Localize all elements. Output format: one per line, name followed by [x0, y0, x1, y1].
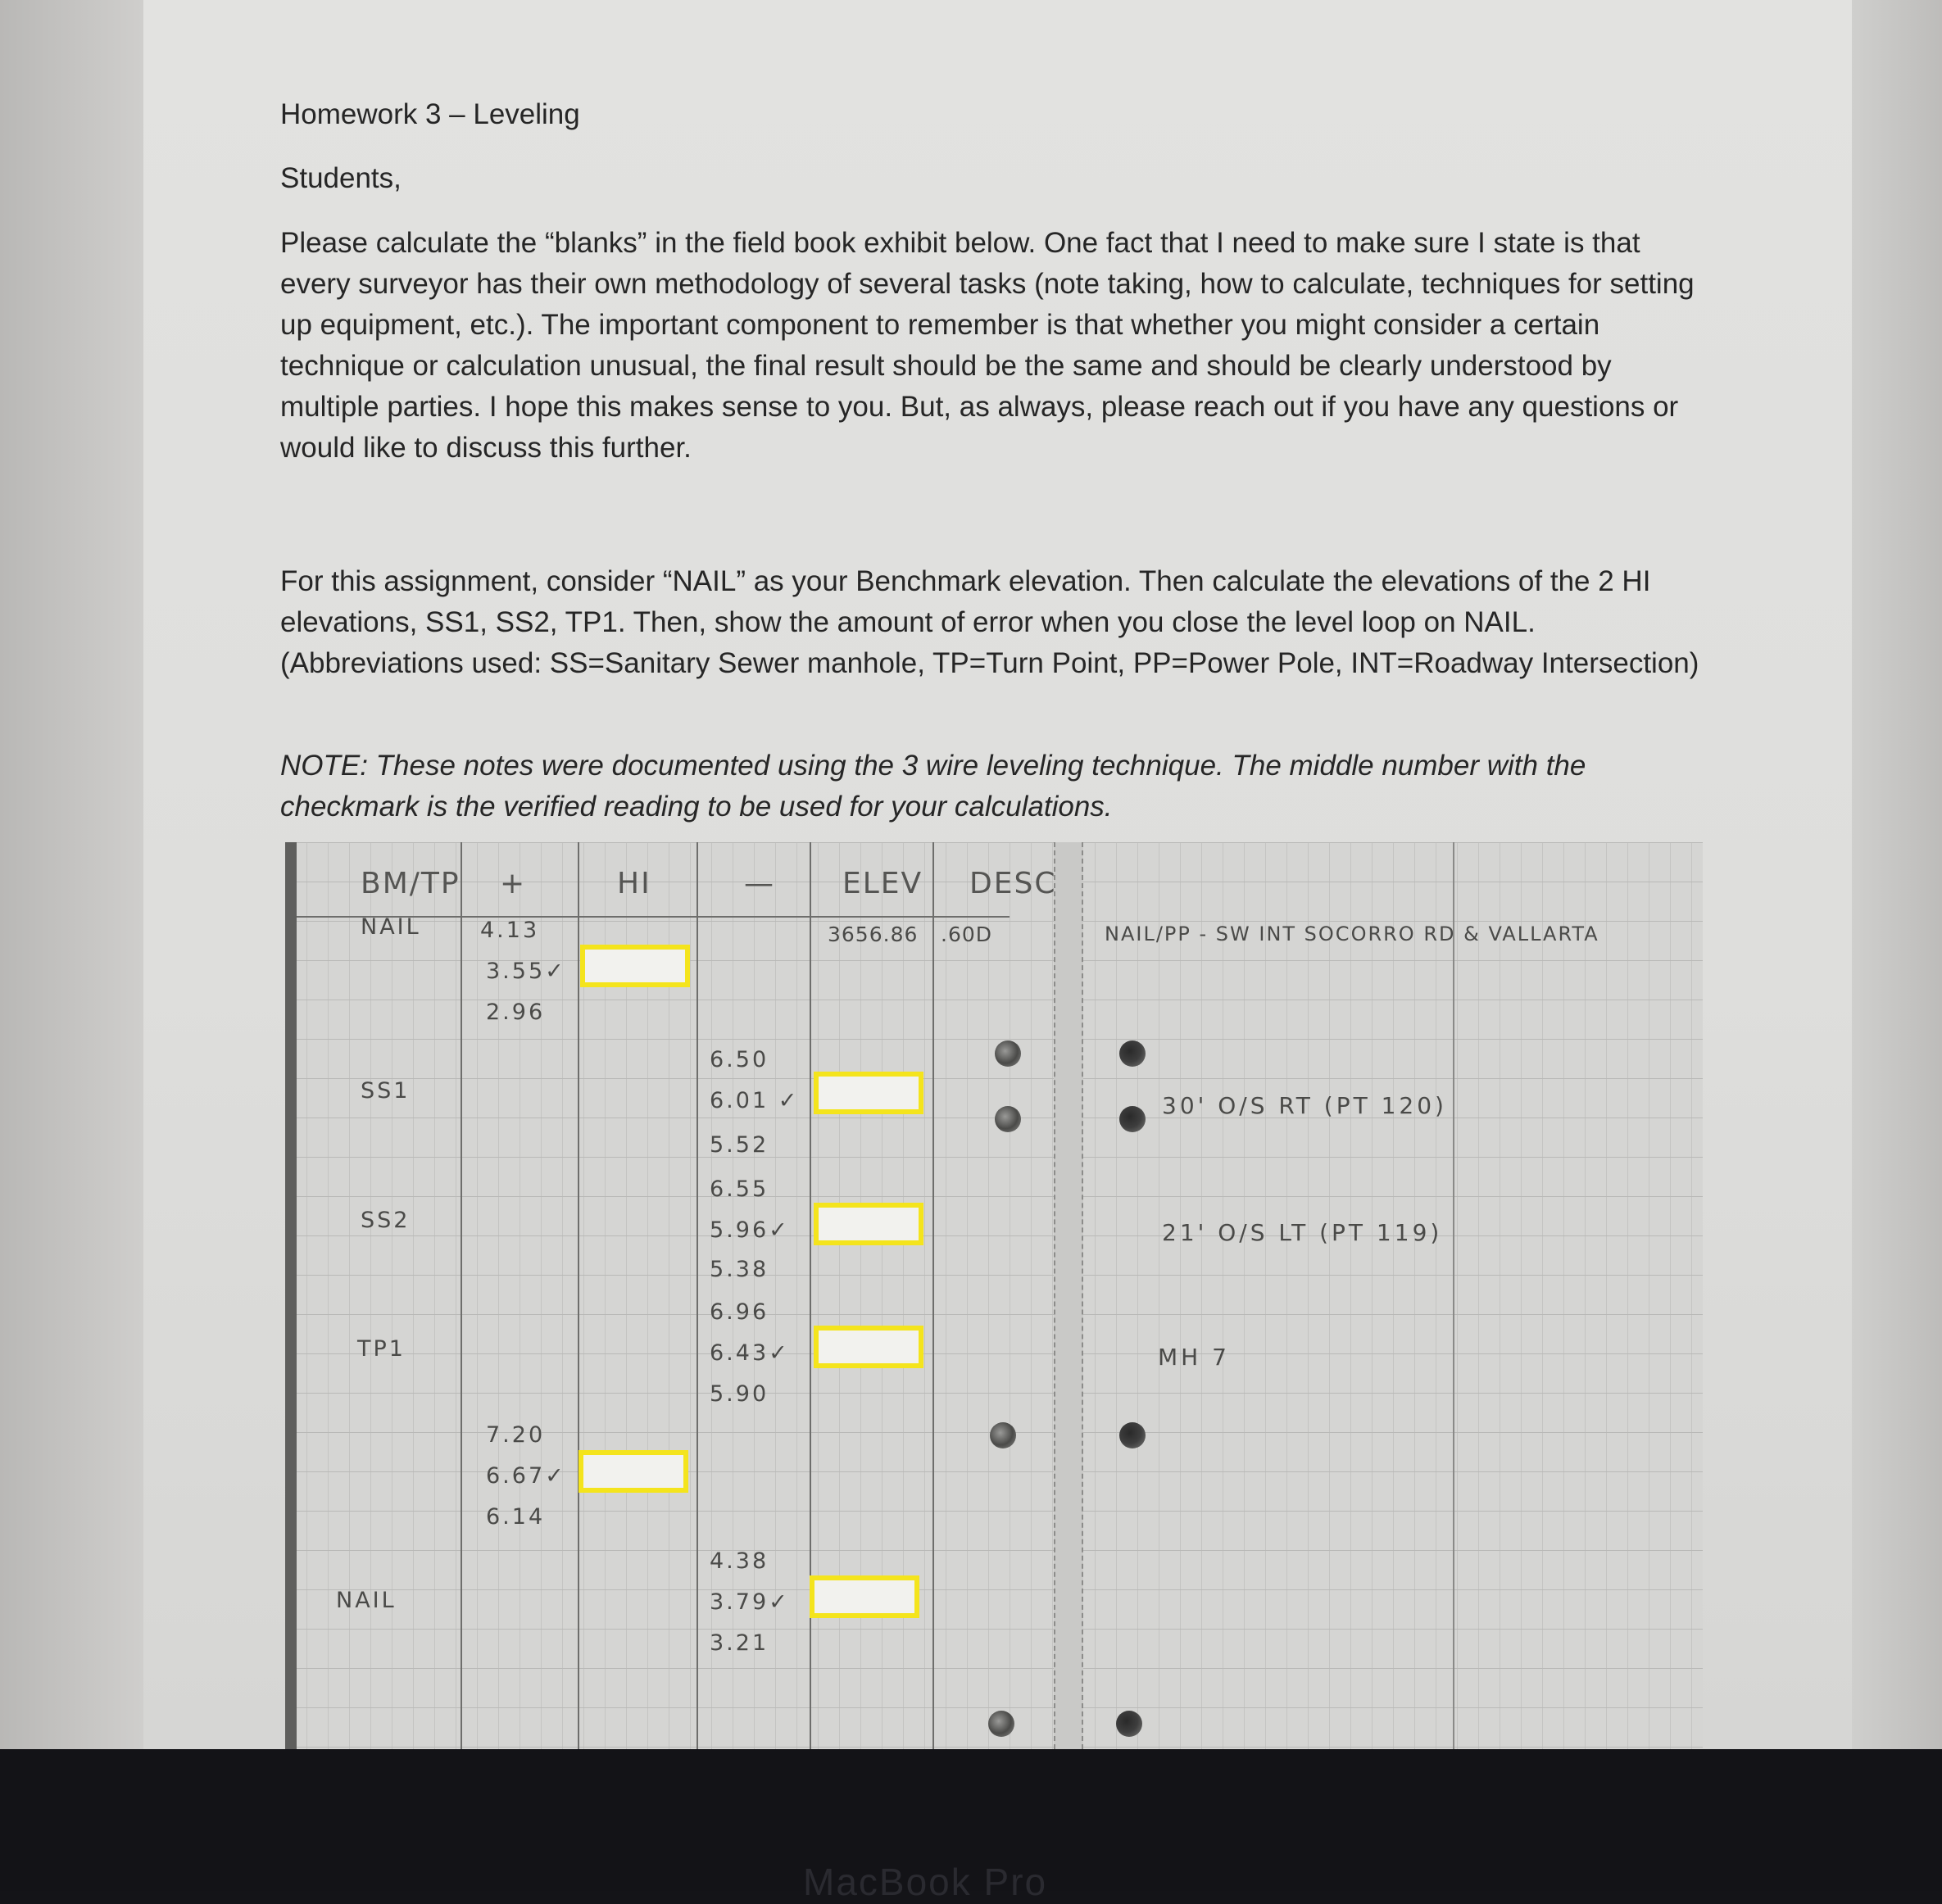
blank-elev-nail-close[interactable]: [810, 1575, 919, 1618]
reading-nail-top: 4.38: [710, 1548, 769, 1574]
column-divider: [932, 842, 934, 1749]
reading-bs2-mid: 6.67✓: [486, 1463, 566, 1489]
desc-ss2: 21' O/S LT (PT 119): [1162, 1219, 1443, 1246]
reading-tp1-mid: 6.43✓: [710, 1340, 790, 1366]
nail-elevation-unit: .60D: [941, 923, 993, 946]
header-station: BM/TP: [361, 867, 461, 900]
binder-hole-icon: [1116, 1711, 1142, 1737]
binder-hole-icon: [995, 1106, 1021, 1132]
desc-nail: NAIL/PP - SW INT SOCORRO RD & VALLARTA: [1105, 923, 1599, 945]
header-minus: —: [744, 867, 775, 900]
header-desc: DESC: [969, 867, 1057, 900]
instructions-paragraph: Please calculate the “blanks” in the field book exhibit below. One fact that I need to make sure I state is that every surveyor has their own methodology of several tasks (note taking, how to calculate, techniques for setting up equipment, etc.). The important component to remember is that whether you might consider a certain technique or calculation unusual, the final result should be the same and should be clearly understood by multiple parties. I hope this makes sense to you. But, as always, please reach out if you have any questions or would like to discuss this further.: [280, 227, 1695, 464]
blank-elev-tp1[interactable]: [814, 1326, 923, 1368]
reading-ss2-bot: 5.38: [710, 1257, 769, 1282]
bezel-label: MacBook Pro: [803, 1861, 1048, 1903]
reading-nail-mid: 3.79✓: [710, 1589, 790, 1615]
blank-hi-2[interactable]: [579, 1450, 688, 1493]
column-divider: [461, 842, 462, 1749]
blank-elev-ss1[interactable]: [814, 1072, 923, 1114]
station-nail-start: NAIL: [361, 914, 421, 940]
reading-nail-bot: 3.21: [710, 1630, 769, 1656]
reading-ss2-top: 6.55: [710, 1176, 769, 1202]
note-paragraph: NOTE: These notes were documented using the 3 wire leveling technique. The middle number with the checkmark is the verified reading to be used for your calculations.: [280, 750, 1586, 823]
binder-hole-icon: [1119, 1040, 1146, 1067]
book-edge-shadow: [285, 842, 297, 1749]
reading-ss2-mid: 5.96✓: [710, 1217, 790, 1243]
reading-bs2-top: 7.20: [486, 1422, 546, 1448]
left-margin: [0, 0, 143, 1749]
reading-tp1-bot: 5.90: [710, 1381, 769, 1407]
station-ss2: SS2: [361, 1208, 411, 1233]
document-title: Homework 3 – Leveling: [280, 98, 580, 130]
nail-elevation: 3656.86: [828, 923, 919, 946]
book-binding-gutter: [1054, 842, 1083, 1749]
right-margin: [1852, 0, 1942, 1761]
greeting: Students,: [280, 162, 402, 194]
reading-bs1-top: 4.13: [480, 918, 540, 943]
reading-bs1-mid: 3.55✓: [486, 959, 566, 984]
column-divider: [578, 842, 579, 1749]
station-nail-end: NAIL: [336, 1588, 397, 1613]
blank-elev-ss2[interactable]: [814, 1203, 923, 1245]
header-hi: HI: [617, 867, 651, 900]
station-ss1: SS1: [361, 1078, 411, 1104]
reading-ss1-top: 6.50: [710, 1047, 769, 1072]
reading-tp1-top: 6.96: [710, 1299, 769, 1325]
reading-ss1-bot: 5.52: [710, 1132, 769, 1158]
field-book-image: [285, 842, 1703, 1749]
desc-tp1: MH 7: [1158, 1344, 1230, 1371]
reading-ss1-mid: 6.01 ✓: [710, 1088, 800, 1113]
desc-ss1: 30' O/S RT (PT 120): [1162, 1092, 1447, 1119]
reading-bs1-bot: 2.96: [486, 1000, 546, 1025]
header-elev: ELEV: [842, 867, 923, 900]
binder-hole-icon: [1119, 1106, 1146, 1132]
binder-hole-icon: [1119, 1422, 1146, 1448]
binder-hole-icon: [988, 1711, 1014, 1737]
assignment-paragraph: For this assignment, consider “NAIL” as your Benchmark elevation. Then calculate the elevations of the 2 HI elevations, SS1, SS2, TP1. Then, show the amount of error when you close the level loop on NAIL. (Abbreviations used: SS=Sanitary Sewer manhole, TP=Turn Point, PP=Power Pole, INT=Roadway Intersection): [280, 565, 1699, 679]
header-plus: +: [500, 867, 527, 900]
right-page-divider: [1453, 842, 1454, 1749]
station-tp1: TP1: [357, 1336, 406, 1362]
reading-bs2-bot: 6.14: [486, 1504, 546, 1530]
binder-hole-icon: [995, 1040, 1021, 1067]
binder-hole-icon: [990, 1422, 1016, 1448]
blank-hi-1[interactable]: [580, 945, 690, 987]
column-divider: [696, 842, 698, 1749]
